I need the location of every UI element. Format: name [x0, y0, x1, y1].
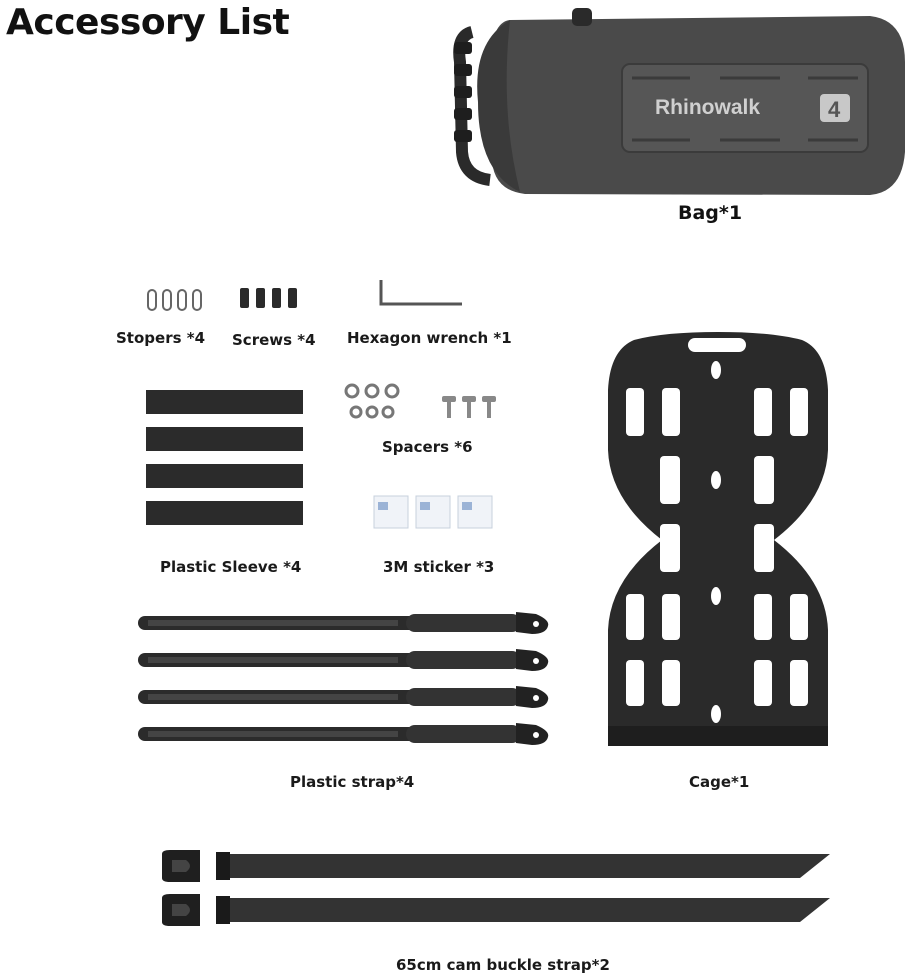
stopers-image	[146, 288, 208, 314]
plastic-sleeve-image	[146, 390, 304, 526]
sticker-image	[372, 494, 496, 532]
spacers-image	[340, 382, 502, 424]
screws-image	[238, 286, 302, 312]
plastic-strap-label: Plastic strap*4	[290, 773, 415, 791]
hex-wrench-image	[376, 278, 466, 310]
cage-label: Cage*1	[689, 773, 750, 791]
bag-badge: 4	[828, 97, 841, 122]
hex-wrench-label: Hexagon wrench *1	[347, 329, 512, 347]
plastic-sleeve-label: Plastic Sleeve *4	[160, 558, 302, 576]
screws-label: Screws *4	[232, 331, 316, 349]
cam-strap-label: 65cm cam buckle strap*2	[396, 956, 610, 974]
stopers-label: Stopers *4	[116, 329, 206, 347]
bag-image	[450, 2, 908, 202]
sticker-label: 3M sticker *3	[383, 558, 495, 576]
spacers-label: Spacers *6	[382, 438, 473, 456]
bag-logo-text: Rhinowalk	[655, 96, 761, 119]
page-title: Accessory List	[6, 2, 290, 43]
plastic-strap-image	[136, 612, 554, 752]
cage-image	[604, 330, 832, 750]
cam-strap-image	[160, 848, 832, 928]
bag-label: Bag*1	[678, 202, 743, 224]
